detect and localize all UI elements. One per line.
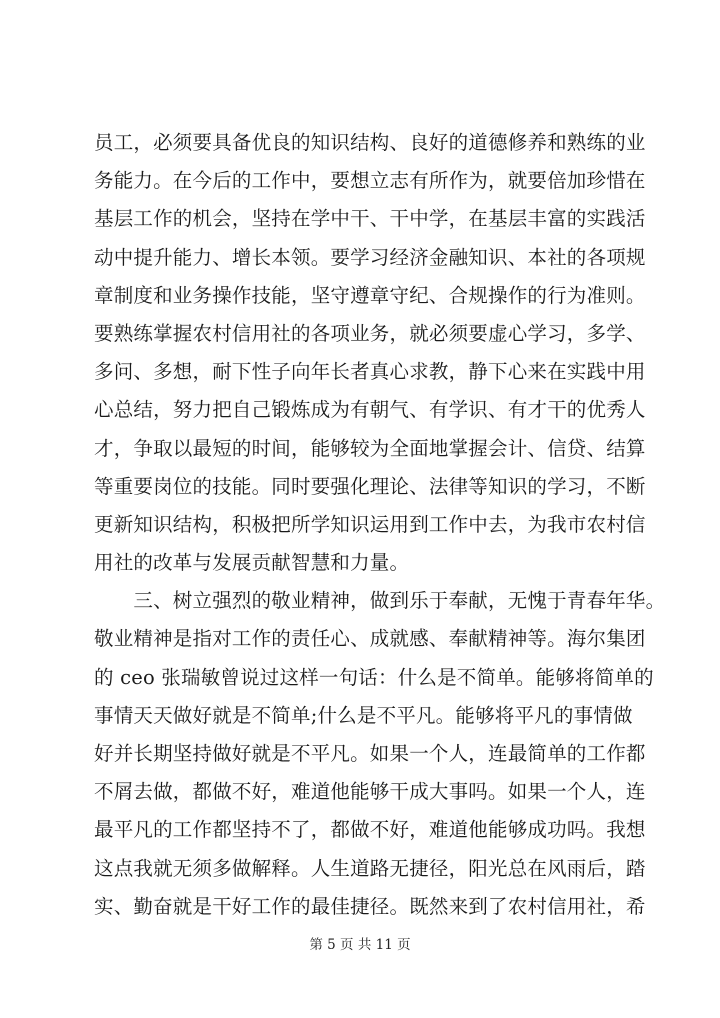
text-line: 务能力。在今后的工作中，要想立志有所作为，就要倍加珍惜在 [94,169,646,193]
text-line: 更新知识结构，积极把所学知识运用到工作中去，为我市农村信 [94,512,646,536]
text-line: 用社的改革与发展贡献智慧和力量。 [94,551,410,575]
text-line: 这点我就无须多做解释。人生道路无捷径，阳光总在风雨后，踏 [94,856,646,880]
text-line: 好并长期坚持做好就是不平凡。如果一个人，连最简单的工作都 [94,742,646,765]
text-line: 事情天天做好就是不简单;什么是不平凡。能够将平凡的事情做 [94,703,633,727]
text-line: 基层工作的机会，坚持在学中干、干中学，在基层丰富的实践活 [94,207,646,231]
text-line: 的 ceo 张瑞敏曾说过这样一句话：什么是不简单。能够将简单的 [94,665,654,689]
text-line: 心总结，努力把自己锻炼成为有朝气、有学识、有才干的优秀人 [94,398,646,422]
section-heading-line: 三、树立强烈的敬业精神，做到乐于奉献，无愧于青春年华。 [94,589,666,613]
text-line: 动中提升能力、增长本领。要学习经济金融知识、本社的各项规 [94,245,646,269]
text-line: 章制度和业务操作技能，坚守遵章守纪、合规操作的行为准则。 [94,283,646,307]
text-line: 才，争取以最短的时间，能够较为全面地掌握会计、信贷、结算 [94,436,646,460]
page-number-footer: 第 5 页 共 11 页 [309,937,411,953]
text-line: 多问、多想，耐下性子向年长者真心求教，静下心来在实践中用 [94,360,646,384]
body-text [94,124,666,926]
text-line: 不屑去做，都做不好，难道他能够干成大事吗。如果一个人，连 [94,780,646,804]
text-line: 员工，必须要具备优良的知识结构、良好的道德修养和熟练的业 [94,131,646,154]
text-line: 要熟练掌握农村信用社的各项业务，就必须要虚心学习，多学、 [94,321,646,345]
text-line: 敬业精神是指对工作的责任心、成就感、奉献精神等。海尔集团 [94,627,646,651]
text-line: 等重要岗位的技能。同时要强化理论、法律等知识的学习，不断 [94,474,646,498]
text-line: 实、勤奋就是干好工作的最佳捷径。既然来到了农村信用社，希 [94,894,646,918]
text-line: 最平凡的工作都坚持不了，都做不好，难道他能够成功吗。我想 [94,818,646,842]
